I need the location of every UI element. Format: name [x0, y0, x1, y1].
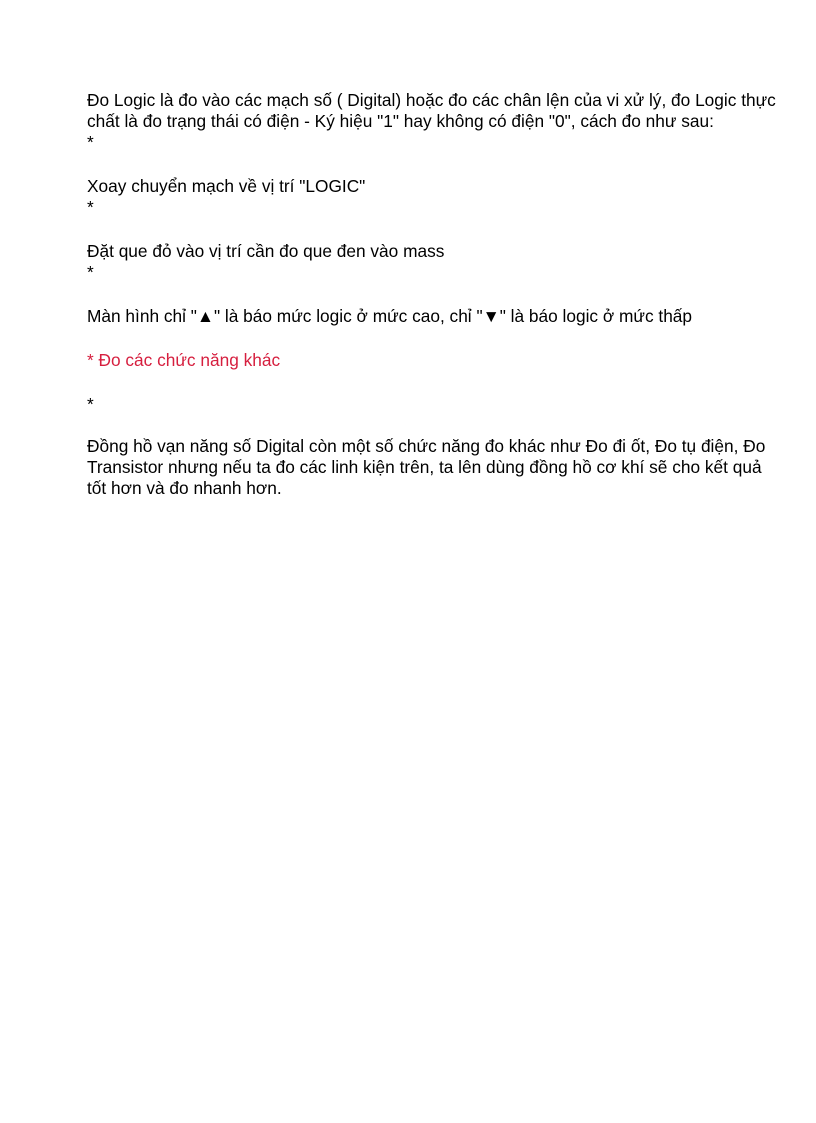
logic-intro-paragraph: Đo Logic là đo vào các mạch số ( Digital) hoặc đo các chân lện của vi xử lý, đo Logic thực chất là đo trạng thái có điện - Ký hiệu "1" hay không có điện "0", cách đo như sau:: [87, 90, 776, 131]
step-display-paragraph: Màn hình chỉ "▲" là báo mức logic ở mức cao, chỉ "▼" là báo logic ở mức thấp: [87, 306, 693, 326]
bullet-marker: *: [87, 262, 94, 282]
section-heading-other-functions: * Đo các chức năng khác: [87, 350, 281, 370]
bullet-marker: *: [87, 394, 94, 414]
bullet-marker: *: [87, 197, 94, 217]
step-switch-paragraph: Xoay chuyển mạch về vị trí "LOGIC": [87, 176, 366, 196]
document-body: [87, 90, 777, 499]
bullet-marker: *: [87, 132, 94, 152]
step-probe-paragraph: Đặt que đỏ vào vị trí cần đo que đen vào mass: [87, 241, 445, 261]
other-functions-paragraph: Đồng hồ vạn năng số Digital còn một số chức năng đo khác như Đo đi ốt, Đo tụ điện, Đo Transistor nhưng nếu ta đo các linh kiện trên, ta lên dùng đồng hồ cơ khí sẽ cho kết quả tốt hơn và đo nhanh hơn.: [87, 436, 766, 498]
